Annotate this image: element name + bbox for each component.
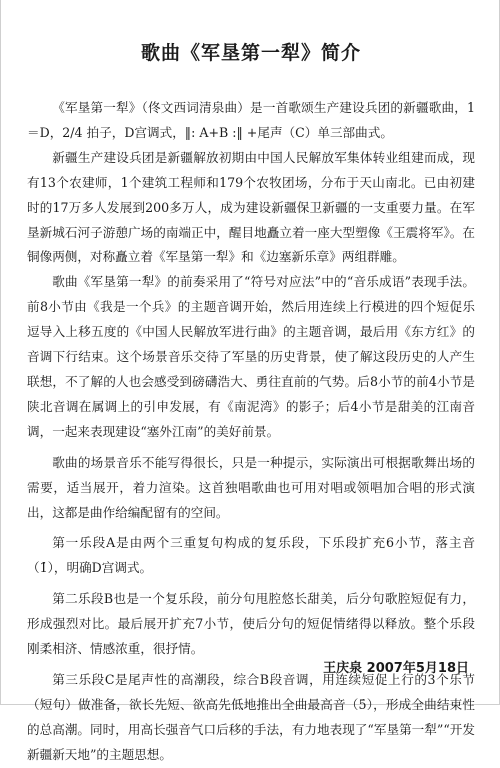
paragraph-section-c: 第三乐段C是尾声性的高潮段，综合B段音调，用连续短促上行的3个乐节（短句）做准备，欲长先短、欲高先低地推出全曲最高音（5̇），形成全曲结束性的总高潮。同时，用高长强音气口后移的手法，有力地表现了“军垦第一犁”“开发新疆新天地”的主题思想。 — [27, 671, 475, 762]
paragraph-background: 新疆生产建设兵团是新疆解放初期由中国人民解放军集体转业组建而成，现有13个农建师，1个建筑工程师和179个农牧团场，分布于天山南北。已由初建时的17万多人发展到200多万人，成为建设新疆保卫新疆的一支重要力量。在军垦新城石河子游憩广场的南端正中，醒目地矗立着一座大型塑像《王震将军》。在铜像两侧，对称矗立着《军垦第一犁》和《边塞新乐章》两组群雕。 — [27, 149, 475, 265]
paragraph-intro: 《军垦第一犁》（佟文西词清泉曲）是一首歌颂生产建设兵团的新疆歌曲，1＝D，2/4 拍子，D宫调式，‖: A+B :‖ +尾声（C）单三部曲式。 — [27, 100, 475, 140]
paragraph-section-b: 第二乐段B也是一个复乐段，前分句甩腔悠长甜美，后分句歌腔短促有力，形成强烈对比。最后展开扩充7小节，使后分句的短促情绪得以释放。整个乐段刚柔相济、情感浓重，很抒情。 — [27, 591, 475, 657]
author-signature: 王庆泉 2007年5月18日 — [323, 661, 469, 676]
paragraph-section-a: 第一乐段A是由两个三重复句构成的复乐段，下乐段扩充6小节，落主音（1̇），明确D宫调式。 — [27, 535, 475, 576]
paragraph-scene-music: 歌曲的场景音乐不能写得很长，只是一种提示，实际演出可根据歌舞出场的需要，适当展开，着力渲染。这首独唱歌曲也可用对唱或领唱加合唱的形式演出，这都是曲作给编配留有的空间。 — [27, 454, 475, 520]
paragraph-prelude: 歌曲《军垦第一犁》的前奏采用了“符号对应法”中的“音乐成语”表现手法。前8小节由《我是一个兵》的主题音调开始，然后用连续上行模进的四个短促乐逗导入上移五度的《中国人民解放军进行曲》的主题音调，最后用《东方红》的音调下行结束。这个场景音乐交待了军垦的历史背景，使了解这段历史的人产生联想，不了解的人也会感受到磅礴浩大、勇往直前的气势。后8小节的前4小节是陕北音调在属调上的引申发展，有《南泥湾》的影子；后4小节是甜美的江南音调，一起来表现建设“塞外江南”的美好前景。 — [27, 274, 475, 439]
document-title: 歌曲《军垦第一犁》简介 — [140, 42, 361, 64]
